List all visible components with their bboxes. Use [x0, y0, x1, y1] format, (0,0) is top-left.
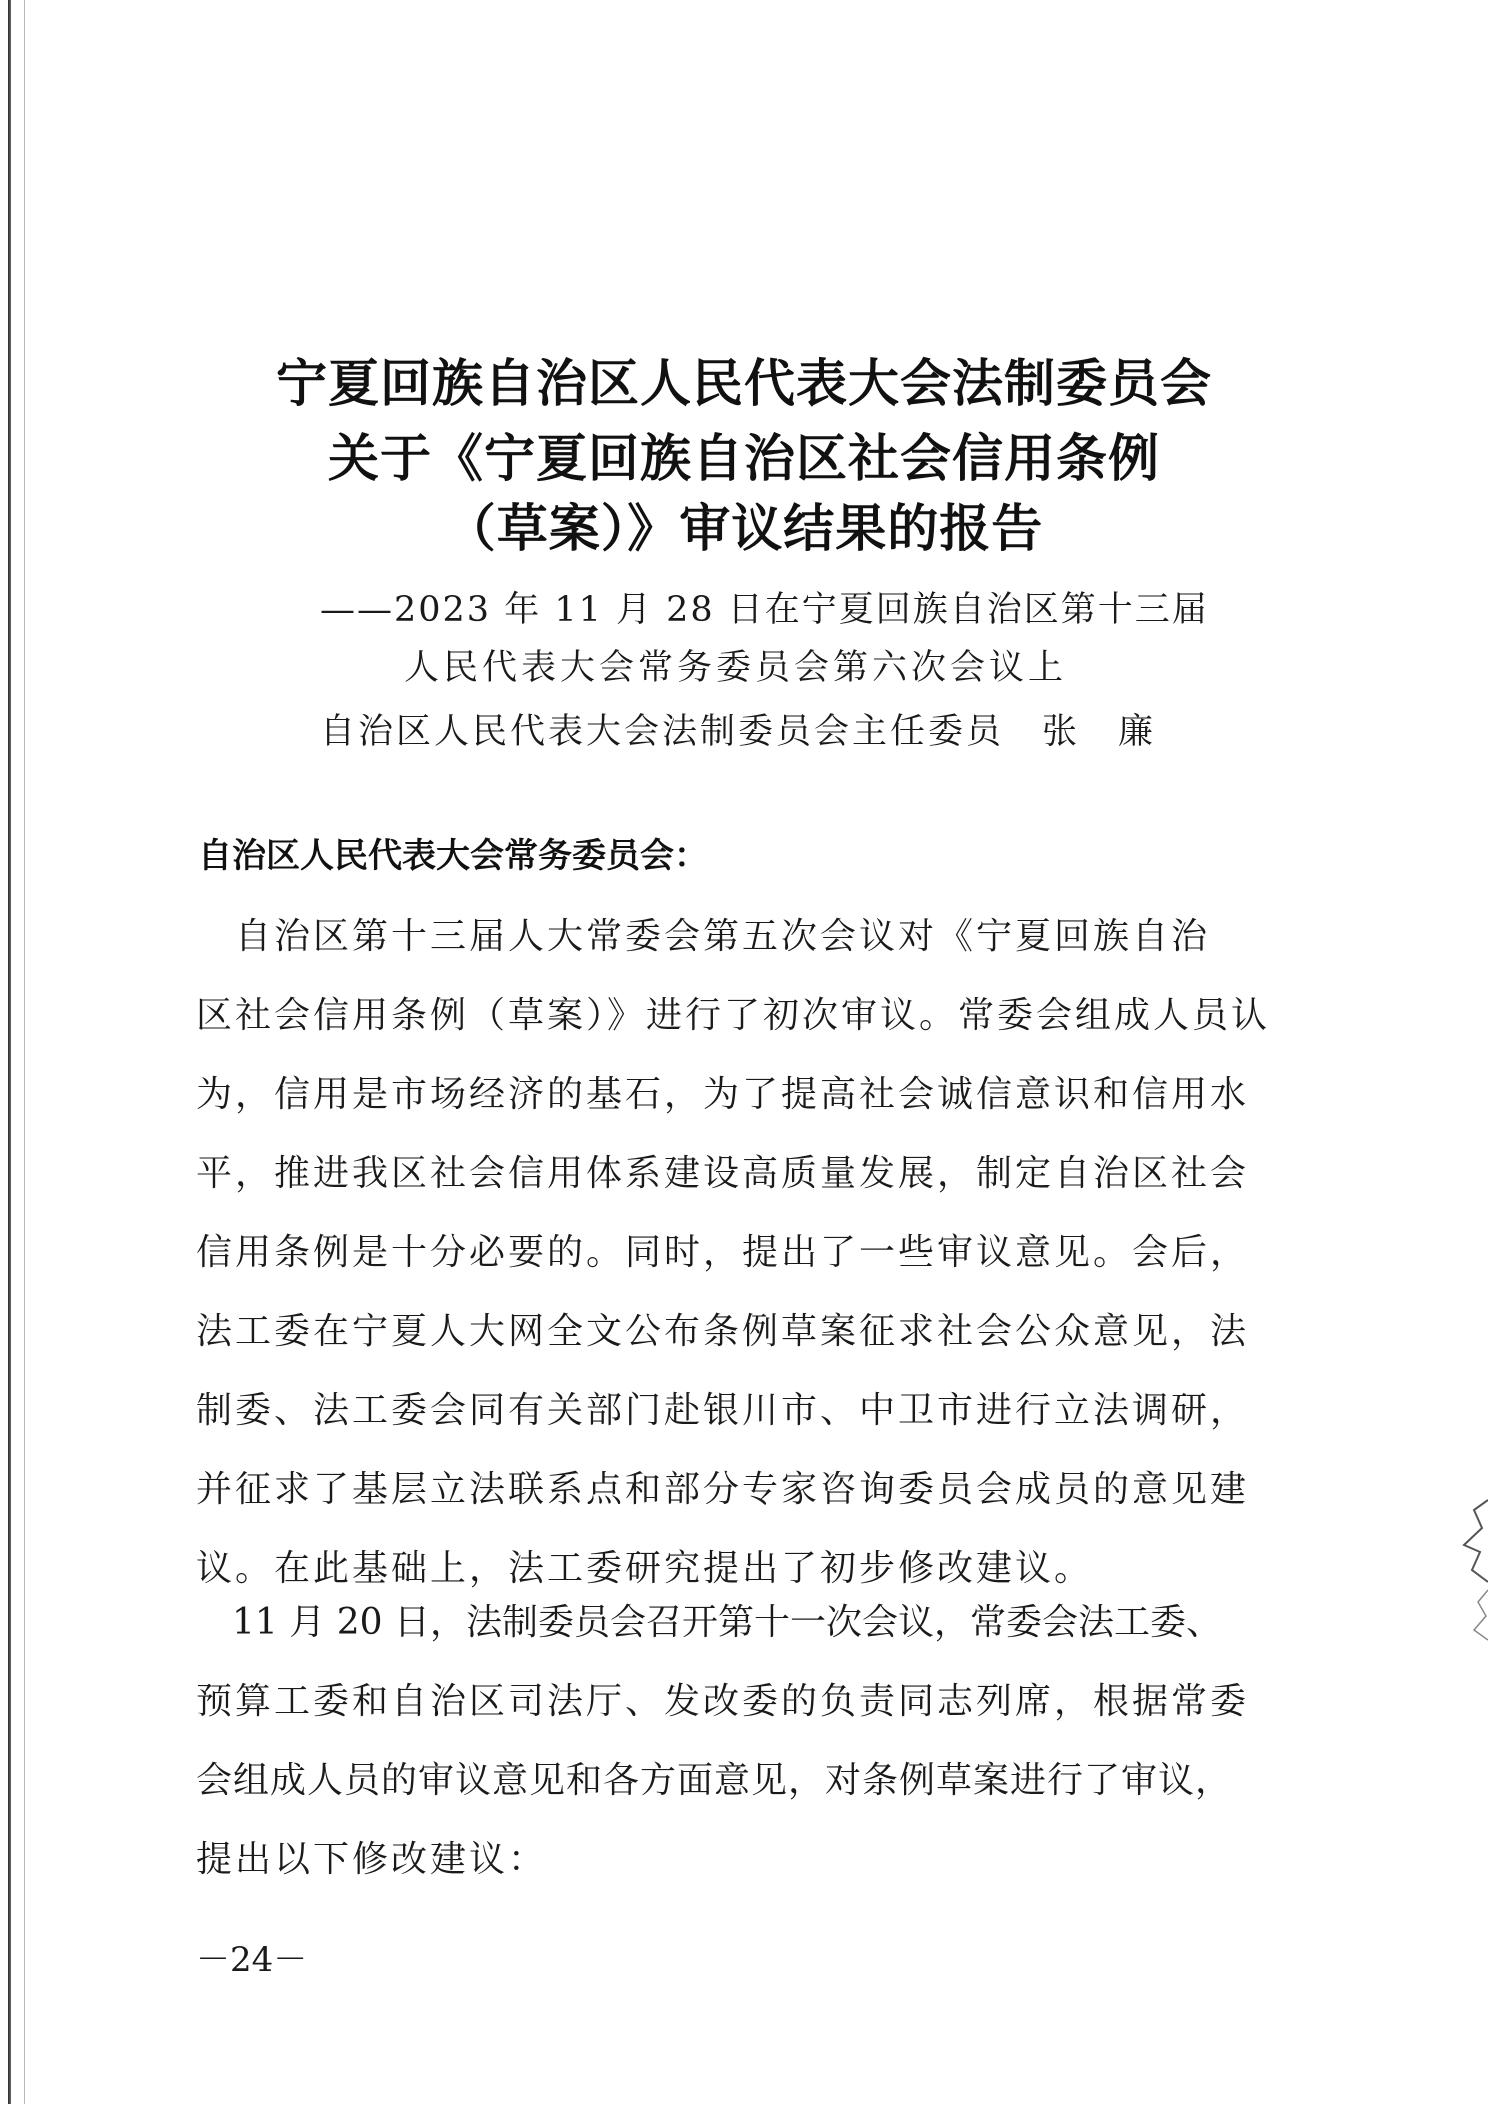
paragraph-line: 法工委在宁夏人大网全文公布条例草案征求社会公众意见，法	[196, 1311, 1250, 1352]
salutation: 自治区人民代表大会常务委员会：	[198, 836, 708, 876]
paragraph-line: 预算工委和自治区司法厅、发改委的负责同志列席，根据常委	[196, 1681, 1250, 1722]
subtitle-line-3: 自治区人民代表大会法制委员会主任委员 张 廉	[320, 712, 1157, 752]
subtitle-line-2: 人民代表大会常务委员会第六次会议上	[404, 648, 1068, 688]
paragraph-line: 自治区第十三届人大常委会第五次会议对《宁夏回族自治	[196, 916, 1211, 957]
paragraph-line: 议。在此基础上，法工委研究提出了初步修改建议。	[196, 1548, 1094, 1589]
paragraph-line: 并征求了基层立法联系点和部分专家咨询委员会成员的意见建	[196, 1469, 1250, 1510]
paragraph-line: 制委、法工委会同有关部门赴银川市、中卫市进行立法调研，	[196, 1390, 1250, 1431]
paragraph-line: 11 月 20 日，法制委员会召开第十一次会议，常委会法工委、	[196, 1602, 1222, 1643]
document-title-line-1: 宁夏回族自治区人民代表大会法制委员会	[275, 355, 1212, 414]
scan-left-edge	[8, 0, 11, 2104]
paragraph-line: 为，信用是市场经济的基石，为了提高社会诚信意识和信用水	[196, 1074, 1250, 1115]
paragraph-line: 区社会信用条例（草案）》进行了初次审议。常委会组成人员认	[196, 995, 1271, 1036]
subtitle-line-1: ——2023 年 11 月 28 日在宁夏回族自治区第十三届	[320, 590, 1209, 630]
paragraph-line: 信用条例是十分必要的。同时，提出了一些审议意见。会后，	[196, 1232, 1250, 1273]
scan-right-edge-mark	[1452, 1490, 1488, 1650]
paragraph-line: 提出以下修改建议：	[196, 1839, 548, 1880]
document-title-line-3: （草案）》审议结果的报告	[444, 500, 1044, 559]
document-title-line-2: 关于《宁夏回族自治区社会信用条例	[327, 430, 1160, 489]
paragraph-line: 平，推进我区社会信用体系建设高质量发展，制定自治区社会	[196, 1153, 1250, 1194]
page-number: －24－	[196, 1940, 308, 1980]
paragraph-line: 会组成人员的审议意见和各方面意见，对条例草案进行了审议，	[196, 1760, 1233, 1801]
scan-left-edge-shadow	[24, 0, 25, 2104]
